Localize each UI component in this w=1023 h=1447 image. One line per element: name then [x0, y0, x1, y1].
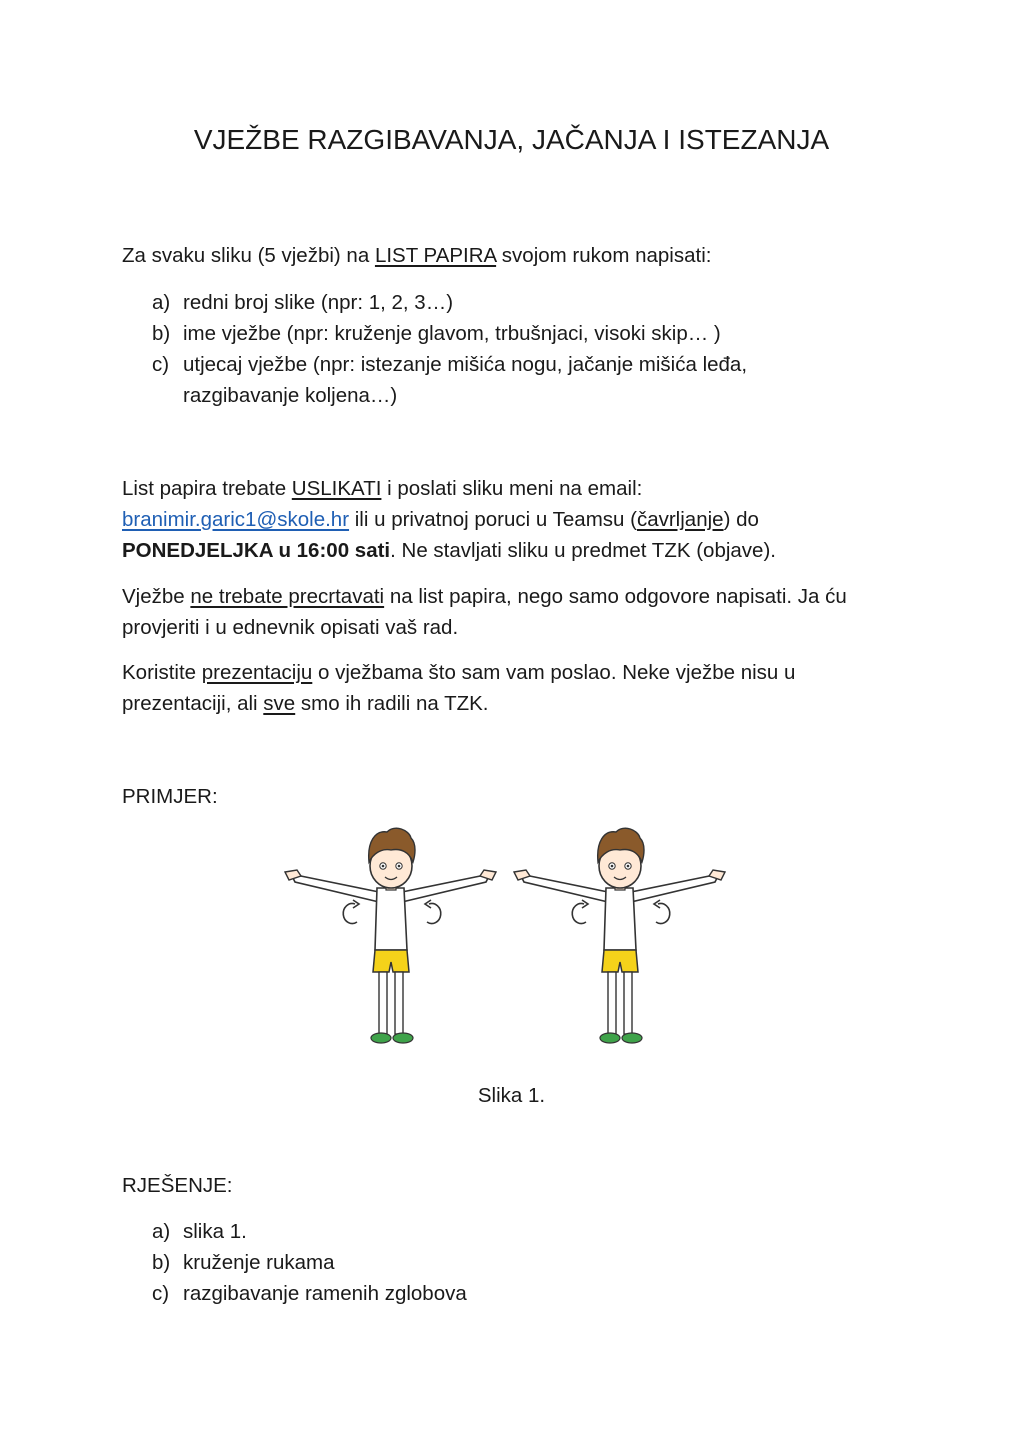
cross-text-2: na list papira, nego samo odgovore napisati. Ja ću [384, 585, 847, 608]
boy-figure-illustration [512, 822, 727, 1047]
list-text: redni broj slike (npr: 1, 2, 3…) [183, 291, 454, 314]
boy-figure-illustration [283, 822, 498, 1047]
list-item [152, 1216, 872, 1247]
cross-text-3: provjeriti i u ednevnik opisati vaš rad. [122, 616, 459, 639]
send-paragraph [122, 473, 912, 566]
solution-label: RJEŠENJE: [122, 1174, 233, 1197]
use-paragraph [122, 657, 912, 719]
example-label: PRIMJER: [122, 785, 218, 808]
use-text-2: o vježbama što sam vam poslao. Neke vježbe nisu u [312, 661, 796, 684]
use-text-3: prezentaciji, ali [122, 692, 264, 715]
email-link[interactable]: branimir.garic1@skole.hr [122, 508, 350, 531]
cross-text: Vježbe [122, 585, 191, 608]
list-item [152, 349, 872, 411]
rotation-arrow-icon [572, 900, 588, 924]
list-marker: b) [152, 1251, 171, 1274]
intro-paragraph [122, 240, 912, 271]
send-text-4: ) do [723, 508, 759, 531]
intro-text-end: svojom rukom napisati: [496, 244, 712, 267]
send-underlined: USLIKATI [291, 477, 382, 500]
use-text-4: smo ih radili na TZK. [295, 692, 489, 715]
cross-paragraph [122, 581, 912, 643]
list-marker: b) [152, 322, 171, 345]
list-item [152, 318, 872, 349]
list-text: kruženje rukama [183, 1251, 335, 1274]
page-title: VJEŽBE RAZGIBAVANJA, JAČANJA I ISTEZANJA [193, 124, 830, 155]
list-text: ime vježbe (npr: kruženje glavom, trbušnjaci, visoki skip… ) [183, 322, 721, 345]
cross-underlined: ne trebate precrtavati [190, 585, 385, 608]
rotation-arrow-icon [343, 900, 359, 924]
list-text: slika 1. [183, 1220, 247, 1243]
list-item [152, 287, 872, 318]
list-text: razgibavanje ramenih zglobova [183, 1282, 467, 1305]
rotation-arrow-icon [425, 900, 441, 924]
intro-text: Za svaku sliku (5 vježbi) na [122, 244, 375, 267]
presentation-underlined: prezentaciju [201, 661, 313, 684]
intro-underlined: LIST PAPIRA [374, 244, 497, 267]
rotation-arrow-icon [654, 900, 670, 924]
deadline-bold: PONEDJELJKA u 16:00 sati [122, 539, 391, 562]
teams-chat-underlined: čavrljanje [636, 508, 724, 531]
all-underlined: sve [263, 692, 296, 715]
send-text-2: i poslati sliku meni na email: [381, 477, 643, 500]
list-text: utjecaj vježbe (npr: istezanje mišića nogu, jačanje mišića leđa, [183, 353, 748, 376]
list-marker: a) [152, 291, 171, 314]
list-text-continued: razgibavanje koljena…) [183, 384, 398, 407]
list-item [152, 1278, 872, 1309]
send-text: List papira trebate [122, 477, 292, 500]
send-text-5: . Ne stavljati sliku u predmet TZK (objave). [390, 539, 776, 562]
list-marker: c) [152, 1282, 170, 1305]
list-marker: c) [152, 353, 170, 376]
list-item [152, 1247, 872, 1278]
figure-caption: Slika 1. [477, 1084, 546, 1107]
list-marker: a) [152, 1220, 171, 1243]
send-text-3: ili u privatnoj poruci u Teamsu ( [349, 508, 637, 531]
use-text: Koristite [122, 661, 202, 684]
